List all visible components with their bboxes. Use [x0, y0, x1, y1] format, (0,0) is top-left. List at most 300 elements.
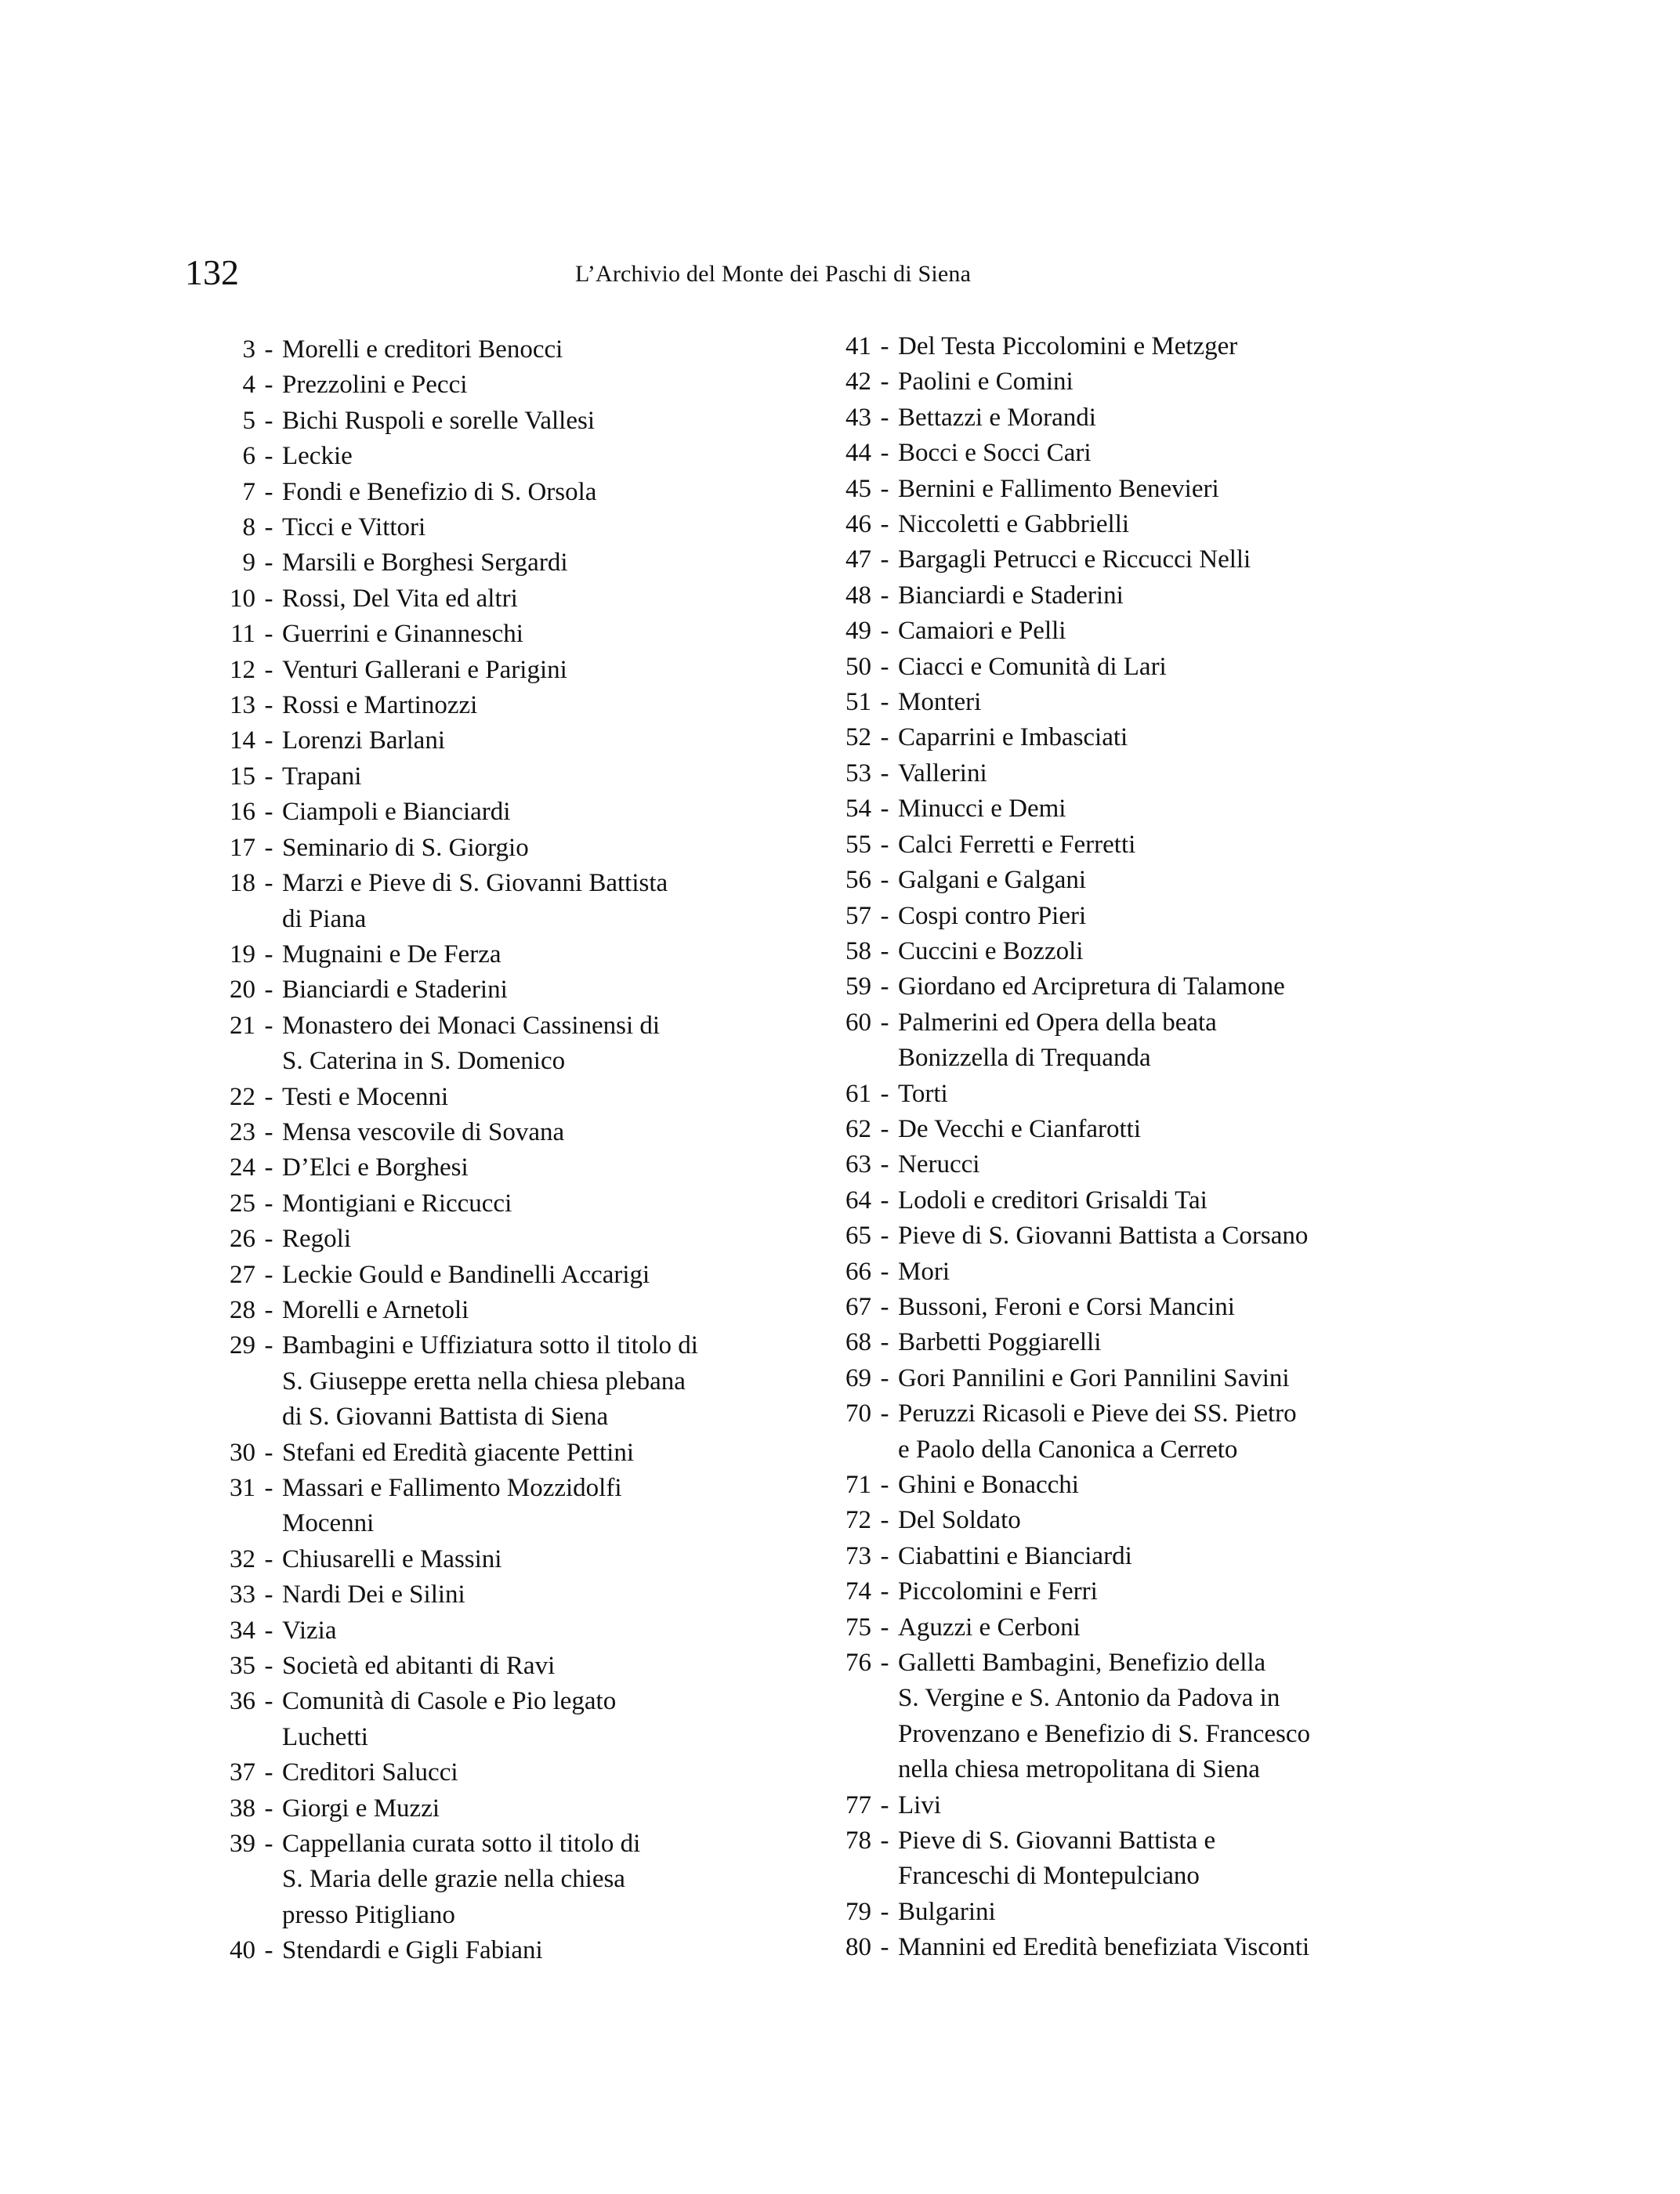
- entry-name: Vallerini: [898, 758, 987, 787]
- entry-name: Bocci e Socci Cari: [898, 439, 1092, 468]
- entry-number: 80: [845, 1933, 871, 1962]
- list-item: [204, 1577, 799, 1613]
- list-item: [204, 1542, 799, 1577]
- entry-separator: -: [264, 1295, 273, 1324]
- entry-separator: -: [880, 901, 889, 930]
- entry-number: 65: [845, 1222, 871, 1251]
- list-item: [204, 1080, 799, 1115]
- entry-separator: -: [264, 726, 273, 755]
- list-item: [204, 723, 799, 758]
- entry-separator: -: [264, 1260, 273, 1289]
- list-item: [204, 759, 799, 795]
- list-item: [204, 1613, 799, 1649]
- entry-number: 43: [845, 403, 871, 432]
- entry-name: Regoli: [282, 1225, 351, 1254]
- list-item: [204, 937, 799, 972]
- entry-name: Bambagini e Uffiziatura sotto il titolo di S. Giuseppe eretta nella chiesa plebana di S. Giovanni Battista di Siena: [282, 1331, 698, 1432]
- entry-name: Barbetti Poggiarelli: [898, 1328, 1102, 1357]
- list-item: [204, 439, 799, 474]
- entry-number: 38: [230, 1794, 255, 1823]
- list-item: [820, 969, 1415, 1005]
- entry-separator: -: [880, 758, 889, 787]
- entry-separator: -: [880, 1363, 889, 1392]
- entry-name: Mensa vescovile di Sovana: [282, 1117, 565, 1146]
- entry-separator: -: [264, 1082, 273, 1111]
- list-item: [204, 1933, 799, 1968]
- entry-number: 9: [242, 548, 255, 577]
- entry-name: Leckie: [282, 442, 353, 471]
- entry-name: Morelli e creditori Benocci: [282, 335, 563, 364]
- entry-separator: -: [880, 688, 889, 717]
- entry-separator: -: [264, 620, 273, 649]
- entry-number: 27: [230, 1260, 255, 1289]
- entry-separator: -: [880, 1150, 889, 1179]
- entry-name: Creditori Salucci: [282, 1758, 458, 1787]
- list-item: [204, 653, 799, 688]
- entry-separator: -: [880, 1079, 889, 1108]
- list-item: [820, 614, 1415, 649]
- list-item: [204, 1293, 799, 1328]
- entry-name: Giorgi e Muzzi: [282, 1794, 440, 1823]
- entry-number: 3: [242, 335, 255, 364]
- entry-name: Paolini e Comini: [898, 367, 1074, 396]
- entry-separator: -: [880, 866, 889, 895]
- list-item: [204, 1436, 799, 1471]
- list-item: [820, 1610, 1415, 1646]
- entry-number: 46: [845, 510, 871, 539]
- list-item: [820, 791, 1415, 827]
- entry-name: Cuccini e Bozzoli: [898, 936, 1084, 965]
- entry-name: Niccoletti e Gabbrielli: [898, 510, 1130, 539]
- entry-number: 18: [230, 869, 255, 898]
- list-item: [820, 542, 1415, 577]
- entry-number: 73: [845, 1541, 871, 1570]
- entry-name: Trapani: [282, 762, 362, 791]
- entry-number: 55: [845, 830, 871, 859]
- entry-number: 40: [230, 1936, 255, 1965]
- entry-number: 10: [230, 584, 255, 613]
- entry-name: Comunità di Casole e Pio legato Luchetti: [282, 1687, 617, 1751]
- list-item: [204, 831, 799, 866]
- entry-separator: -: [264, 1936, 273, 1965]
- list-item: [820, 400, 1415, 436]
- list-item: [204, 1649, 799, 1684]
- entry-number: 25: [230, 1189, 255, 1218]
- entry-name: Caparrini e Imbasciati: [898, 723, 1128, 752]
- entry-number: 24: [230, 1153, 255, 1182]
- entry-name: Rossi, Del Vita ed altri: [282, 584, 518, 613]
- list-item: [820, 1147, 1415, 1182]
- entry-separator: -: [880, 1790, 889, 1819]
- list-item: [204, 795, 799, 830]
- entry-number: 41: [845, 332, 871, 360]
- entry-number: 8: [242, 513, 255, 542]
- entry-number: 70: [845, 1399, 871, 1428]
- list-item: [820, 507, 1415, 542]
- entry-number: 29: [230, 1331, 255, 1360]
- list-item: [204, 1827, 799, 1933]
- left-column: [204, 332, 799, 1969]
- entry-separator: -: [880, 617, 889, 646]
- list-item: [820, 1930, 1415, 1965]
- list-item: [820, 472, 1415, 507]
- list-item: [820, 1895, 1415, 1930]
- entry-name: Monteri: [898, 688, 982, 717]
- list-item: [204, 1755, 799, 1790]
- entry-name: Palmerini ed Opera della beata Bonizzella di Trequanda: [898, 1008, 1217, 1073]
- entry-separator: -: [264, 1438, 273, 1467]
- entry-name: Marsili e Borghesi Sergardi: [282, 548, 568, 577]
- entry-separator: -: [880, 1897, 889, 1926]
- entry-number: 48: [845, 581, 871, 610]
- entry-separator: -: [880, 1471, 889, 1499]
- entry-separator: -: [264, 655, 273, 684]
- list-item: [820, 1077, 1415, 1112]
- entry-separator: -: [264, 406, 273, 435]
- entry-name: Prezzolini e Pecci: [282, 371, 468, 400]
- entry-separator: -: [880, 474, 889, 503]
- entry-name: Lorenzi Barlani: [282, 726, 445, 755]
- list-item: [820, 1005, 1415, 1077]
- entry-separator: -: [264, 1117, 273, 1146]
- entry-name: Pieve di S. Giovanni Battista a Corsano: [898, 1222, 1309, 1251]
- entry-number: 42: [845, 367, 871, 396]
- entry-number: 78: [845, 1827, 871, 1855]
- list-item: [204, 581, 799, 617]
- entry-separator: -: [264, 833, 273, 862]
- entry-separator: -: [880, 1292, 889, 1321]
- entry-separator: -: [880, 1506, 889, 1535]
- list-item: [820, 1468, 1415, 1503]
- entry-number: 63: [845, 1150, 871, 1179]
- entry-name: Bussoni, Feroni e Corsi Mancini: [898, 1292, 1235, 1321]
- entry-separator: -: [264, 940, 273, 968]
- list-item: [204, 1328, 799, 1435]
- entry-name: Cappellania curata sotto il titolo di S. Maria delle grazie nella chiesa presso Pitigliano: [282, 1830, 641, 1929]
- entry-separator: -: [880, 1827, 889, 1855]
- entry-number: 49: [845, 617, 871, 646]
- entry-name: D’Elci e Borghesi: [282, 1153, 469, 1182]
- entry-name: De Vecchi e Cianfarotti: [898, 1114, 1142, 1143]
- list-item: [204, 1791, 799, 1827]
- entry-name: Livi: [898, 1790, 941, 1819]
- entry-name: Bichi Ruspoli e sorelle Vallesi: [282, 406, 596, 435]
- entry-number: 66: [845, 1257, 871, 1286]
- list-item: [204, 1222, 799, 1257]
- entry-separator: -: [264, 976, 273, 1005]
- entry-number: 54: [845, 795, 871, 824]
- entry-name: Rossi e Martinozzi: [282, 691, 478, 720]
- entry-number: 33: [230, 1580, 255, 1609]
- entry-name: Testi e Mocenni: [282, 1082, 449, 1111]
- entry-separator: -: [880, 403, 889, 432]
- entry-number: 6: [242, 442, 255, 471]
- entry-number: 77: [845, 1790, 871, 1819]
- list-item: [820, 1539, 1415, 1574]
- entry-number: 14: [230, 726, 255, 755]
- entry-number: 75: [845, 1613, 871, 1642]
- entry-name: Torti: [898, 1079, 948, 1108]
- entry-number: 39: [230, 1830, 255, 1859]
- list-item: [820, 1396, 1415, 1468]
- entry-number: 53: [845, 758, 871, 787]
- entry-name: Pieve di S. Giovanni Battista e Franceschi di Montepulciano: [898, 1827, 1216, 1891]
- entry-name: Bettazzi e Morandi: [898, 403, 1096, 432]
- list-item: [204, 688, 799, 723]
- entry-separator: -: [264, 1474, 273, 1502]
- entry-number: 45: [845, 474, 871, 503]
- entry-separator: -: [264, 1331, 273, 1360]
- entry-number: 74: [845, 1577, 871, 1606]
- list-item: [204, 617, 799, 652]
- entry-separator: -: [880, 1114, 889, 1143]
- entry-number: 79: [845, 1897, 871, 1926]
- entry-separator: -: [880, 652, 889, 681]
- list-item: [204, 1186, 799, 1222]
- entry-name: Ghini e Bonacchi: [898, 1471, 1079, 1499]
- entry-name: Marzi e Pieve di S. Giovanni Battista di Piana: [282, 869, 668, 933]
- entry-name: Stefani ed Eredità giacente Pettini: [282, 1438, 634, 1467]
- entry-name: Camaiori e Pelli: [898, 617, 1066, 646]
- entry-number: 4: [242, 371, 255, 400]
- list-item: [820, 1325, 1415, 1360]
- running-title: L’Archivio del Monte dei Paschi di Siena: [575, 261, 972, 287]
- entry-separator: -: [880, 1577, 889, 1606]
- list-item: [204, 1684, 799, 1755]
- entry-separator: -: [264, 548, 273, 577]
- entry-separator: -: [264, 1544, 273, 1573]
- entry-number: 67: [845, 1292, 871, 1321]
- entry-name: Stendardi e Gigli Fabiani: [282, 1936, 543, 1965]
- list-item: [820, 720, 1415, 755]
- entry-number: 28: [230, 1295, 255, 1324]
- list-item: [820, 1788, 1415, 1823]
- entry-separator: -: [880, 1186, 889, 1215]
- entry-number: 5: [242, 406, 255, 435]
- entry-separator: -: [880, 510, 889, 539]
- list-item: [820, 1823, 1415, 1895]
- list-item: [820, 827, 1415, 863]
- entry-number: 12: [230, 655, 255, 684]
- list-item: [820, 1646, 1415, 1788]
- right-column: [820, 329, 1415, 1966]
- entry-number: 32: [230, 1544, 255, 1573]
- list-item: [820, 329, 1415, 364]
- entry-number: 15: [230, 762, 255, 791]
- entry-separator: -: [264, 1652, 273, 1681]
- entry-number: 59: [845, 972, 871, 1001]
- page-number: 132: [185, 252, 239, 292]
- entry-number: 37: [230, 1758, 255, 1787]
- entry-name: Lodoli e creditori Grisaldi Tai: [898, 1186, 1208, 1215]
- entry-separator: -: [264, 442, 273, 471]
- entry-number: 62: [845, 1114, 871, 1143]
- list-item: [204, 1258, 799, 1293]
- entry-separator: -: [880, 439, 889, 468]
- list-item: [820, 1112, 1415, 1147]
- list-item: [820, 863, 1415, 898]
- entry-separator: -: [880, 1257, 889, 1286]
- entry-separator: -: [880, 1328, 889, 1357]
- entry-name: Morelli e Arnetoli: [282, 1295, 469, 1324]
- entry-separator: -: [264, 1758, 273, 1787]
- entry-name: Seminario di S. Giorgio: [282, 833, 529, 862]
- entry-name: Nerucci: [898, 1150, 980, 1179]
- entry-separator: -: [264, 1153, 273, 1182]
- list-item: [820, 899, 1415, 934]
- entry-separator: -: [264, 335, 273, 364]
- entry-number: 22: [230, 1082, 255, 1111]
- entry-separator: -: [264, 1011, 273, 1040]
- entry-name: Bargagli Petrucci e Riccucci Nelli: [898, 545, 1251, 574]
- entry-name: Bulgarini: [898, 1897, 996, 1926]
- entry-number: 47: [845, 545, 871, 574]
- entry-name: Aguzzi e Cerboni: [898, 1613, 1081, 1642]
- list-item: [820, 1254, 1415, 1290]
- entry-separator: -: [264, 1794, 273, 1823]
- entry-number: 7: [242, 477, 255, 506]
- entry-separator: -: [880, 972, 889, 1001]
- entry-separator: -: [880, 332, 889, 360]
- entry-number: 19: [230, 940, 255, 968]
- entry-separator: -: [264, 869, 273, 898]
- entry-number: 60: [845, 1008, 871, 1037]
- entry-name: Galletti Bambagini, Benefizio della S. Vergine e S. Antonio da Padova in Provenzano e Benefizio di S. Francesco nella chiesa metropolitana di Siena: [898, 1649, 1311, 1784]
- entry-name: Monastero dei Monaci Cassinensi di S. Caterina in S. Domenico: [282, 1011, 661, 1076]
- entry-separator: -: [880, 1222, 889, 1251]
- entry-name: Bianciardi e Staderini: [282, 976, 508, 1005]
- entry-number: 16: [230, 798, 255, 827]
- entry-name: Ciabattini e Bianciardi: [898, 1541, 1132, 1570]
- entry-separator: -: [264, 1225, 273, 1254]
- entry-name: Leckie Gould e Bandinelli Accarigi: [282, 1260, 650, 1289]
- entry-number: 36: [230, 1687, 255, 1716]
- entry-name: Gori Pannilini e Gori Pannilini Savini: [898, 1363, 1290, 1392]
- entry-name: Piccolomini e Ferri: [898, 1577, 1098, 1606]
- entry-number: 44: [845, 439, 871, 468]
- entry-separator: -: [880, 1613, 889, 1642]
- entry-separator: -: [880, 581, 889, 610]
- entry-name: Fondi e Benefizio di S. Orsola: [282, 477, 597, 506]
- entry-separator: -: [264, 1580, 273, 1609]
- entry-name: Società ed abitanti di Ravi: [282, 1652, 556, 1681]
- entry-number: 30: [230, 1438, 255, 1467]
- entry-separator: -: [264, 371, 273, 400]
- list-item: [820, 650, 1415, 685]
- entry-number: 57: [845, 901, 871, 930]
- entry-name: Mannini ed Eredità benefiziata Visconti: [898, 1933, 1310, 1962]
- entry-name: Galgani e Galgani: [898, 866, 1087, 895]
- entry-separator: -: [264, 691, 273, 720]
- entry-name: Bernini e Fallimento Benevieri: [898, 474, 1219, 503]
- entry-number: 69: [845, 1363, 871, 1392]
- list-item: [204, 367, 799, 403]
- entry-number: 52: [845, 723, 871, 752]
- list-item: [820, 1183, 1415, 1218]
- entry-name: Ticci e Vittori: [282, 513, 426, 542]
- entry-name: Minucci e Demi: [898, 795, 1066, 824]
- entry-name: Cospi contro Pieri: [898, 901, 1087, 930]
- entry-name: Guerrini e Ginanneschi: [282, 620, 523, 649]
- entry-number: 76: [845, 1649, 871, 1678]
- list-item: [204, 866, 799, 937]
- entry-number: 61: [845, 1079, 871, 1108]
- list-item: [820, 1290, 1415, 1325]
- entry-number: 51: [845, 688, 871, 717]
- entry-name: Calci Ferretti e Ferretti: [898, 830, 1136, 859]
- entry-name: Venturi Gallerani e Parigini: [282, 655, 567, 684]
- entry-number: 35: [230, 1652, 255, 1681]
- entry-separator: -: [264, 1616, 273, 1645]
- list-item: [204, 404, 799, 439]
- list-item: [820, 1574, 1415, 1609]
- list-item: [204, 972, 799, 1008]
- entry-separator: -: [264, 1687, 273, 1716]
- entry-separator: -: [880, 830, 889, 859]
- entry-separator: -: [264, 477, 273, 506]
- entry-name: Chiusarelli e Massini: [282, 1544, 502, 1573]
- list-item: [820, 1503, 1415, 1538]
- entry-number: 64: [845, 1186, 871, 1215]
- list-item: [820, 578, 1415, 614]
- entry-number: 21: [230, 1011, 255, 1040]
- entry-number: 72: [845, 1506, 871, 1535]
- list-item: [204, 475, 799, 510]
- entry-separator: -: [264, 1189, 273, 1218]
- list-item: [204, 545, 799, 581]
- entry-name: Ciacci e Comunità di Lari: [898, 652, 1167, 681]
- entry-separator: -: [880, 1399, 889, 1428]
- entry-number: 56: [845, 866, 871, 895]
- entry-separator: -: [880, 545, 889, 574]
- entry-name: Mori: [898, 1257, 950, 1286]
- entry-separator: -: [880, 1541, 889, 1570]
- entry-name: Nardi Dei e Silini: [282, 1580, 465, 1609]
- list-item: [820, 934, 1415, 969]
- entry-number: 50: [845, 652, 871, 681]
- entry-number: 20: [230, 976, 255, 1005]
- entry-number: 34: [230, 1616, 255, 1645]
- list-item: [204, 1115, 799, 1150]
- entry-separator: -: [880, 1933, 889, 1962]
- entry-name: Bianciardi e Staderini: [898, 581, 1124, 610]
- entry-name: Ciampoli e Bianciardi: [282, 798, 511, 827]
- entry-number: 23: [230, 1117, 255, 1146]
- list-item: [204, 1150, 799, 1186]
- list-item: [820, 364, 1415, 400]
- entry-separator: -: [880, 367, 889, 396]
- entry-separator: -: [264, 798, 273, 827]
- entry-name: Massari e Fallimento Mozzidolfi Mocenni: [282, 1474, 622, 1538]
- list-item: [204, 1008, 799, 1080]
- entry-number: 31: [230, 1474, 255, 1502]
- entry-separator: -: [264, 513, 273, 542]
- entry-number: 26: [230, 1225, 255, 1254]
- list-item: [820, 436, 1415, 471]
- entry-name: Del Soldato: [898, 1506, 1021, 1535]
- entry-separator: -: [264, 584, 273, 613]
- entry-name: Montigiani e Riccucci: [282, 1189, 512, 1218]
- entry-name: Vizia: [282, 1616, 337, 1645]
- list-item: [820, 756, 1415, 791]
- entry-separator: -: [880, 1008, 889, 1037]
- entry-separator: -: [264, 762, 273, 791]
- entry-name: Mugnaini e De Ferza: [282, 940, 501, 968]
- entry-name: Del Testa Piccolomini e Metzger: [898, 332, 1238, 360]
- list-item: [820, 1218, 1415, 1254]
- entry-number: 71: [845, 1471, 871, 1499]
- entry-name: Giordano ed Arcipretura di Talamone: [898, 972, 1285, 1001]
